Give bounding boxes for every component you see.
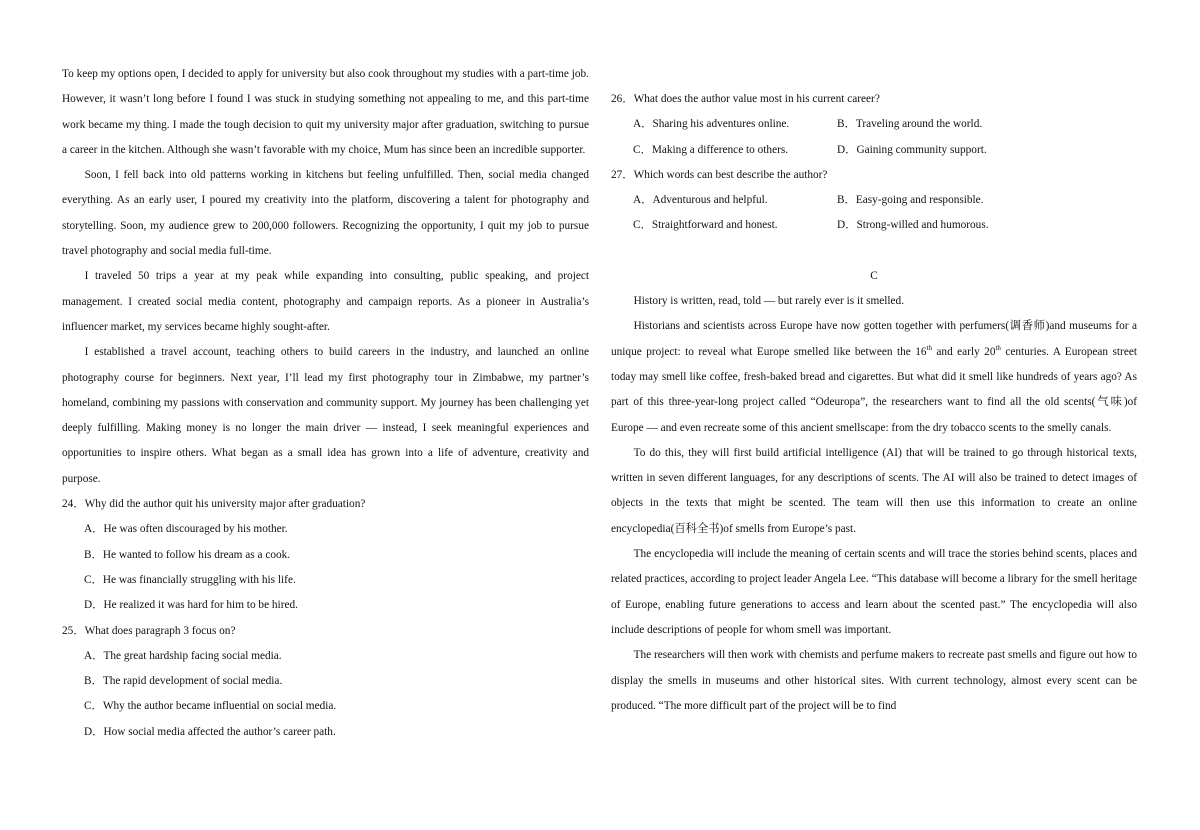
- section-letter: C: [870, 269, 878, 282]
- left-column: [62, 62, 589, 745]
- question-26: [611, 87, 1137, 163]
- question-25-option-d[interactable]: D．How social media affected the author’s career path.: [84, 725, 336, 738]
- question-26-option-c[interactable]: C．Making a difference to others.: [633, 143, 789, 156]
- question-25-stem: 25．What does paragraph 3 focus on?: [62, 624, 236, 637]
- passage-paragraph-2: Soon, I fell back into old patterns working in kitchens but feeling unfulfilled. Then, social media changed everything. As an early user, I poured my creativity into the platform, discovering a talent for photography and storytelling. Soon, my audience grew to 200,000 followers. Recognizing the opportunity, I quit my job to pursue travel photography and social media full-time.: [62, 169, 589, 258]
- question-24-stem: 24．Why did the author quit his university major after graduation?: [62, 498, 366, 511]
- question-26-option-d[interactable]: D．Gaining community support.: [837, 143, 987, 156]
- question-27-option-d[interactable]: D．Strong-willed and humorous.: [837, 219, 989, 232]
- question-25-option-a[interactable]: A．The great hardship facing social media.: [84, 649, 282, 662]
- question-27-option-a[interactable]: A．Adventurous and helpful.: [633, 194, 768, 207]
- passage-paragraph-1: To keep my options open, I decided to apply for university but also cook throughout my studies with a part-time job. However, it wasn’t long before I found I was stuck in studying something not appealing to me, and this part-time work became my thing. I made the tough decision to quit my university major after graduation, switching to pursue a career in the kitchen. Although she wasn’t favorable with my choice, Mum has since been an incredible supporter.: [62, 68, 589, 156]
- right-column: [611, 87, 1137, 719]
- question-24-option-c[interactable]: C．He was financially struggling with his life.: [84, 573, 296, 586]
- article-paragraph-5: The researchers will then work with chemists and perfume makers to recreate past smells and figure out how to display the smells in museums and other historical sites. With current technology, almost every scent can be produced. “The more difficult part of the project will be to find: [611, 649, 1137, 712]
- passage-paragraph-4: I established a travel account, teaching others to build careers in the industry, and launched an online photography course for beginners. Next year, I’ll lead my first photography tour in Zimbabwe, my partner’s homeland, combining my passions with conservation and community support. My journey has been challenging yet deeply fulfilling. Making money is no longer the main driver — instead, I seek meaningful experiences and opportunities to inspire others. What began as a small idea has grown into a life of adventure, creativity and purpose.: [62, 346, 589, 485]
- question-27-option-c[interactable]: C．Straightforward and honest.: [633, 219, 778, 232]
- question-24-option-b[interactable]: B．He wanted to follow his dream as a cook.: [84, 548, 291, 561]
- article-paragraph-1: History is written, read, told — but rarely ever is it smelled.: [633, 295, 905, 308]
- question-26-option-b[interactable]: B．Traveling around the world.: [837, 118, 983, 131]
- passage-paragraph-3: I traveled 50 trips a year at my peak while expanding into consulting, public speaking, and project management. I created social media content, photography and campaign reports. As a pioneer in Australia’s influencer market, my services became highly sought-after.: [62, 270, 589, 333]
- article-paragraph-3: To do this, they will first build artificial intelligence (AI) that will be trained to go through historical texts, written in seven different languages, for any descriptions of scents. The AI will also be trained to detect images of objects in the texts that might be scented. The team will then use this information to create an online encyclopedia(百科全书)of smells from Europe’s past.: [611, 446, 1137, 535]
- question-24-option-a[interactable]: A．He was often discouraged by his mother.: [84, 523, 288, 536]
- question-24: [62, 492, 589, 618]
- question-24-option-d[interactable]: D．He realized it was hard for him to be hired.: [84, 599, 298, 612]
- article-paragraph-4: The encyclopedia will include the meaning of certain scents and will trace the stories behind scents, places and related practices, according to project leader Angela Lee. “This database will become a library for the smell heritage of Europe, enabling future generations to access and learn about the scented past.” The encyclopedia will also include descriptions of people for whom smell was important.: [611, 548, 1137, 636]
- question-26-stem: 26．What does the author value most in his current career?: [611, 93, 880, 105]
- question-27: [611, 163, 1137, 239]
- question-27-option-b[interactable]: B．Easy-going and responsible.: [837, 194, 984, 207]
- question-27-stem: 27．Which words can best describe the author?: [611, 168, 828, 181]
- question-26-option-a[interactable]: A．Sharing his adventures online.: [633, 118, 790, 131]
- question-25-option-b[interactable]: B．The rapid development of social media.: [84, 675, 283, 688]
- article-paragraph-2: Historians and scientists across Europe have now gotten together with perfumers(调香师)and museums for a unique project: to reveal what Europe smelled like between the 16th and early 20th centuries. A European street today may smell like coffee, fresh-baked bread and cigarettes. But what did it smell like hundreds of years ago? As part of this three-year-long project called “Odeuropa”, the researchers want to find all the old scents(气味)of Europe — and even recreate some of this ancient smellscape: from the dry tobacco scents to the smelly canals.: [611, 320, 1137, 434]
- question-25-option-c[interactable]: C．Why the author became influential on social media.: [84, 700, 337, 713]
- question-25: [62, 619, 589, 745]
